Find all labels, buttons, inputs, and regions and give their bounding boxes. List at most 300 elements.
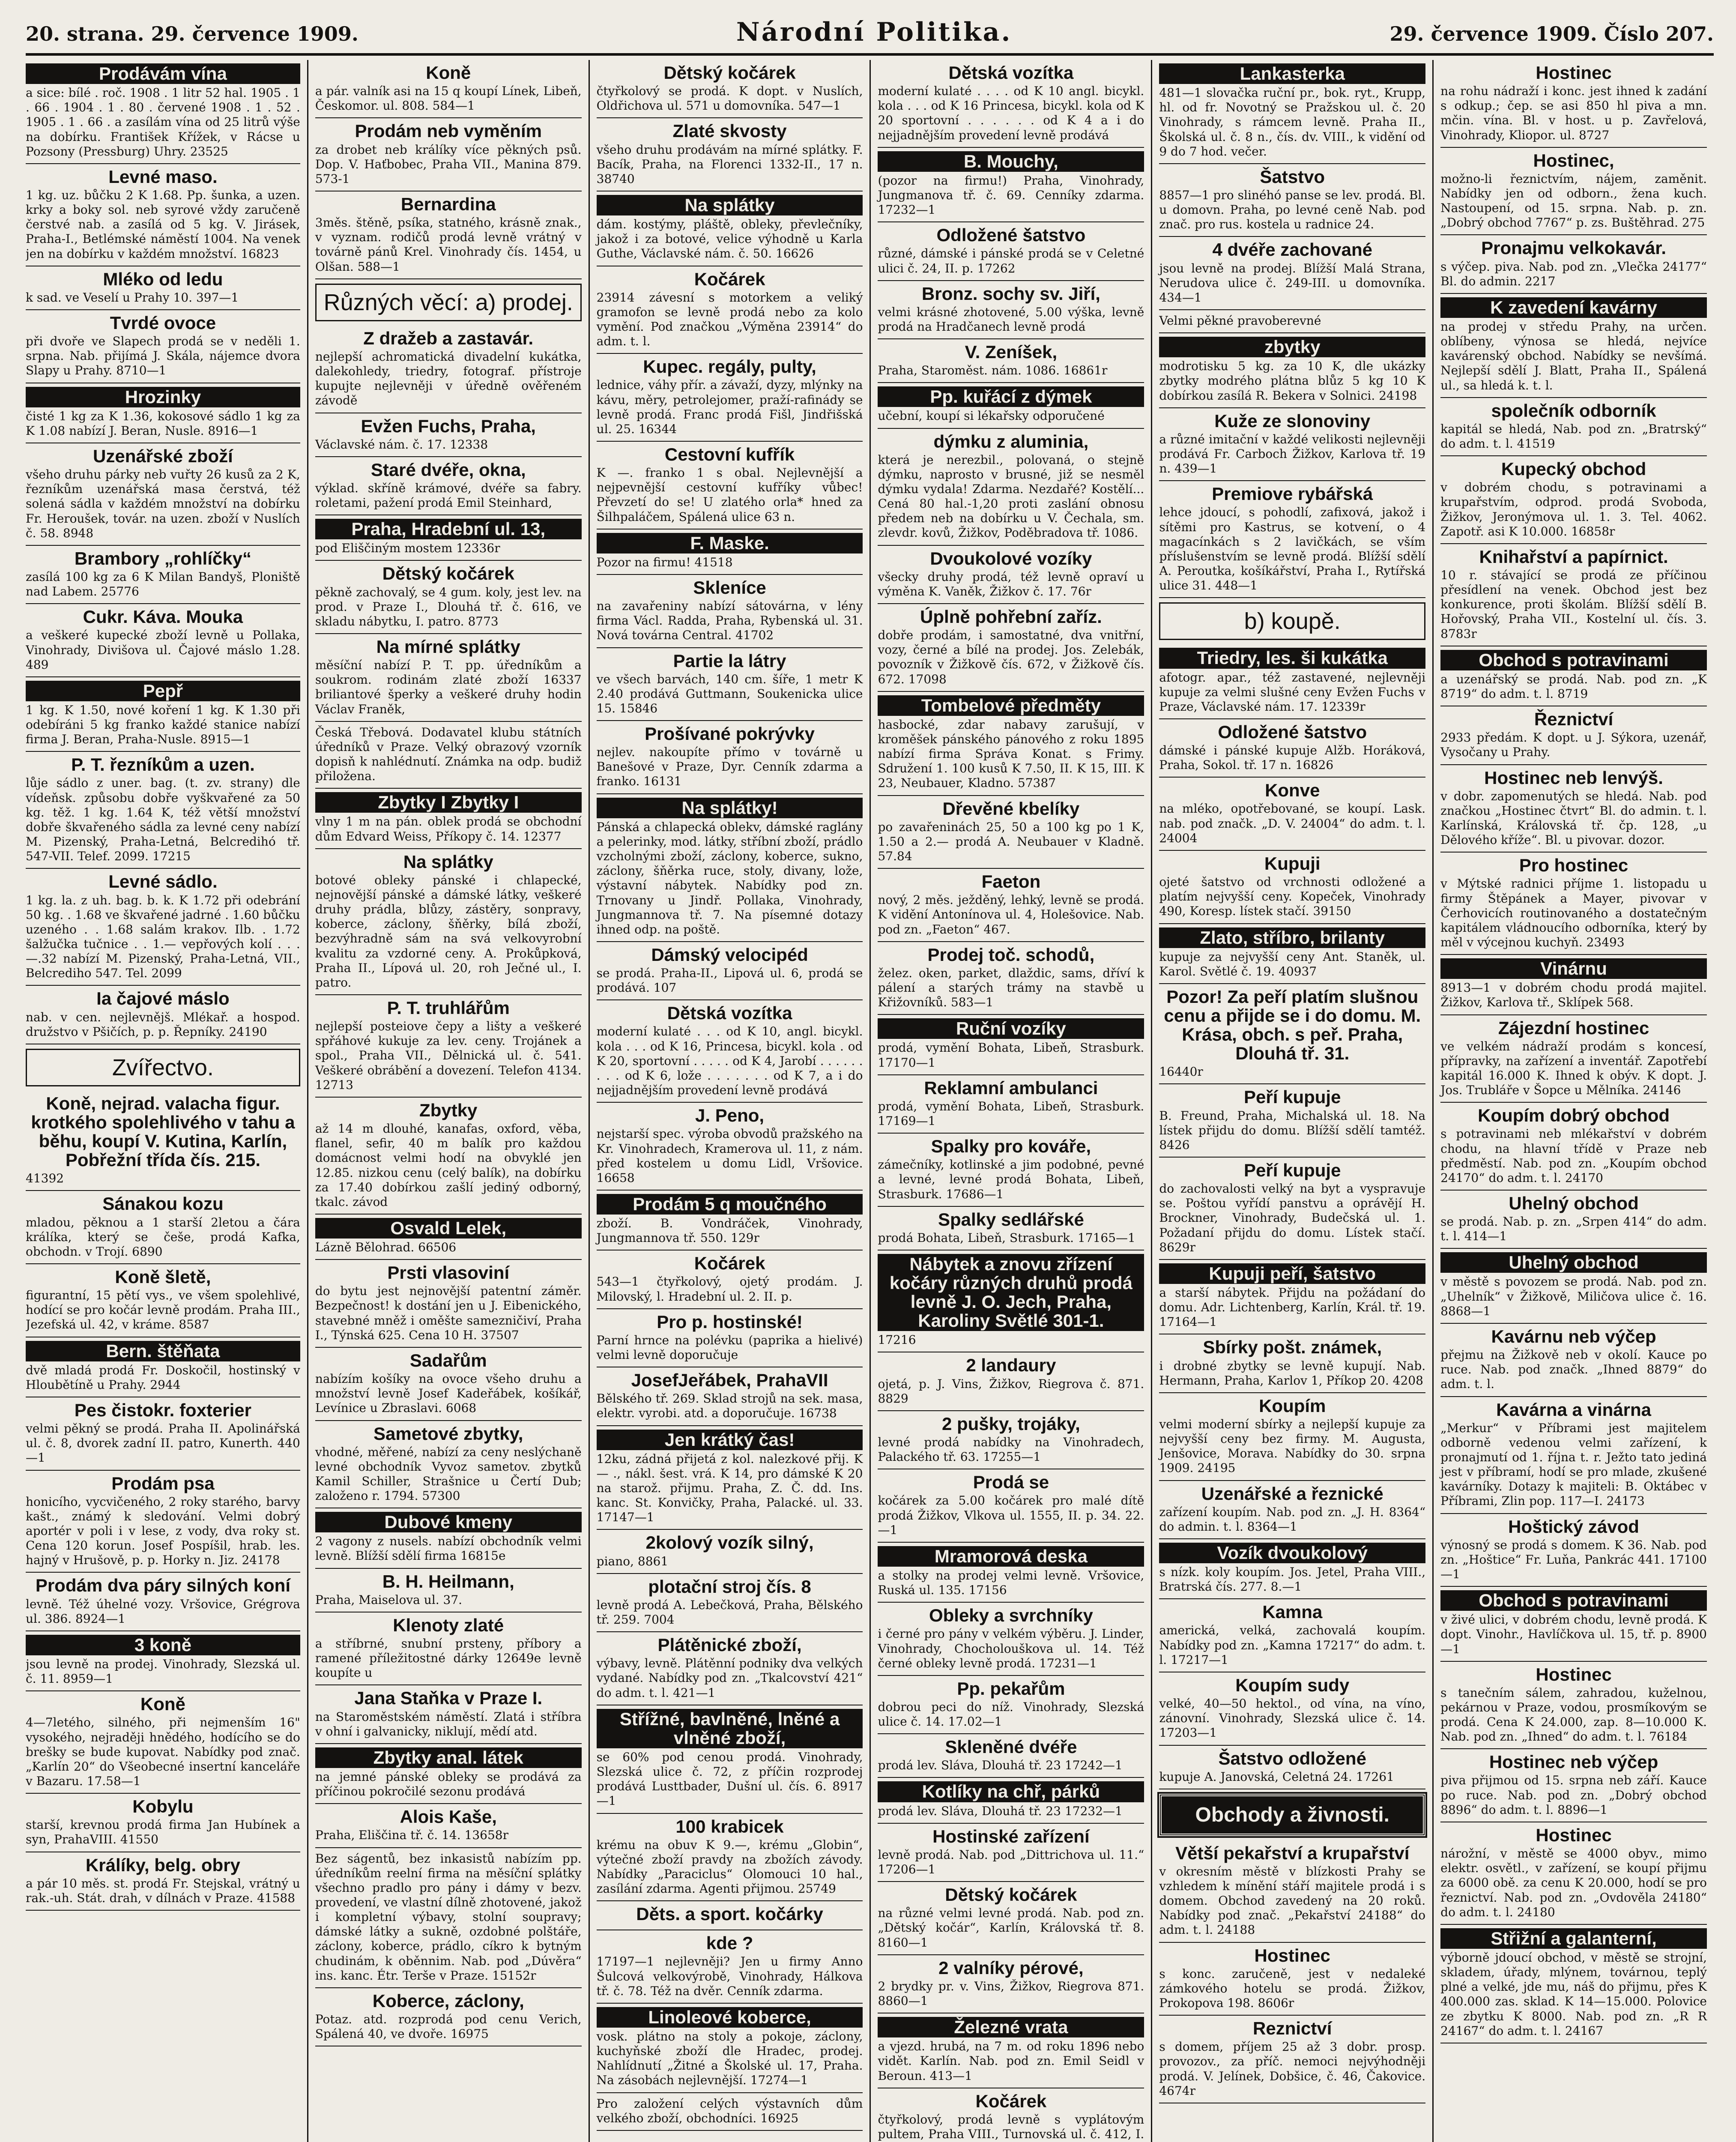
ad-title: Zájezdní hostinec: [1498, 1017, 1649, 1038]
ad-body: zboží. B. Vondráček, Vinohrady, Jungmannova tř. 550. 129r: [596, 1216, 863, 1245]
classified-ad: [1159, 333, 1425, 408]
ad-body: Praha, Maiselova ul. 37.: [315, 1592, 463, 1607]
column-1: [26, 60, 307, 2142]
ad-body: 2 vagony z nusels. nabízí obchodník velmi levně. Blížší sdělí firma 16815e: [315, 1534, 582, 1563]
ad-body: prodá Bohata, Libeň, Strasburk. 17165—1: [878, 1230, 1135, 1245]
ad-body: botové obleky pánské i chlapecké, nejnovější pánské a dámské látky, veškeré druhy prádla, blůzy, zástěry, sonpravy, koberce, záclony, šňěrky, bílá zboží, bezvýhradně sám na svá velkovyrobní kvalitu za vzdorné ceny. A. Prokůpková, Praha II., Lípová ul. 20, roh Ječné ul., I. patro.: [315, 873, 582, 990]
classified-ad: [1159, 1481, 1425, 1539]
ad-body: Václavské nám. č. 17. 12338: [315, 437, 488, 452]
ad-title: Děts. a sport. kočárky: [636, 1904, 823, 1924]
classified-ad: [315, 849, 582, 995]
classified-ad: [26, 1471, 300, 1573]
ad-body: a sice: bílé . roč. 1908 . 1 litr 52 hal. 1905 . 1 . 66 . 1904 . 1 . 80 . červené 1908 . 1 . 52 . 1905 . 1 . 66 . a zasílám vína od 25 litrů výše na dobírku. František Křížek, v Rácse u Pozsony (Pressburg) Uhry. 23525: [26, 86, 300, 159]
ad-title: Pro hostinec: [1519, 855, 1628, 876]
ad-body: se 60% pod cenou prodá. Vinohrady, Slezská ulice č. 72, z příčin rozprodej prodává Lusttbader, Dušní ul. čís. 6. 8917—1: [596, 1750, 863, 1808]
masthead: [26, 17, 1714, 56]
ad-body: Praha, Staroměst. nám. 1086. 16861r: [878, 363, 1108, 378]
classified-ad: [1440, 955, 1707, 1015]
ad-body: dámské i pánské kupuje Alžb. Horáková, Praha, Sokol. tř. 17 n. 16826: [1159, 743, 1426, 772]
ad-body: velmi moderní sbírky a nejlepší kupuje za nejvyšší ceny bez firmy. M. Augusta, Jenšovice, Morava. Nabídky do 30. srpna 1909. 24195: [1159, 1417, 1426, 1475]
ad-body: nejstarší spec. výroba obvodů pražského na Kr. Vinohradech, Kramerova ul. 11, z nám. před kostelem u domu Lidl, Vršovice. 16658: [596, 1127, 863, 1185]
classified-ad: [597, 1309, 863, 1367]
ad-body: v dobrém chodu, s potravinami a krupařstvím, odprod. prodá Svoboda, Žižkov, Jeronýmova ul. 1. 3. Tel. 4062. Zapotř. asi K 10.000. 16858r: [1440, 480, 1707, 538]
ad-title: Koně, nejrad. valacha figur. krotkého spolehlivého v tahu a běhu, koupí V. Kutina, Karlín, Pobřežní třída čís. 215.: [31, 1093, 295, 1170]
ad-title: Sbírky pošt. známek,: [1203, 1337, 1382, 1358]
classified-ad: [878, 1352, 1144, 1411]
classified-ad: [1440, 1822, 1707, 1925]
ad-body: se prodá. Nab. p. zn. „Srpen 414“ do adm. t. l. 414—1: [1440, 1215, 1707, 1244]
classified-ad: [315, 995, 582, 1098]
classified-ad: [1440, 235, 1707, 293]
column-2: [307, 60, 589, 2142]
ad-body: čtyřkolový, prodá levně s vyplátovým pultem, Praha VIII., Turnovská ul. č. 412, I.: [878, 2112, 1144, 2141]
ad-body: na prodej v středu Prahy, na určen. oblíbeny, výnosa se hledá, nejvíce kavárenský obchod. Nabídky se nevšímá. Nejlepší sdělí J. Blatt, Praha II., Spálená ul., sa hledá k. t. l.: [1440, 319, 1707, 392]
ad-body: všecky druhy prodá, též levně opraví u výměna K. Vaněk, Žižkov č. 17. 76r: [878, 569, 1144, 598]
classified-ad: [1440, 853, 1707, 955]
ad-title: Brambory „rohlíčky“: [74, 548, 251, 568]
classified-ad: [878, 1603, 1144, 1676]
classified-ad: [878, 383, 1144, 428]
classified-ad: [1440, 1191, 1707, 1249]
ad-title: 2kolový vozík silný,: [645, 1532, 814, 1553]
classified-ad: [597, 1103, 863, 1191]
ad-body: a různé imitační v každé velikosti nejlevněji prodává Fr. Carboch Žižkov, Karlova tř. 19 n. 439—1: [1159, 432, 1426, 476]
classified-ad: [26, 752, 300, 869]
classified-ad: [315, 515, 582, 561]
classified-ad: [1159, 719, 1425, 778]
ad-body: 2933 předám. K dopt. u J. Sýkora, uzenář, Vysočany u Prahy.: [1440, 730, 1707, 760]
ad-body: 1 kg. K 1.50, nové koření 1 kg. K 1.30 při odebíráni 5 kg franko každé stanice nabízí firma J. Beran, Praha-Nusle. 8915—1: [26, 703, 300, 747]
ad-title: Králíky, belg. obry: [85, 1855, 240, 1875]
ad-body: výklad. skříně krámové, dvéře sa fabry. roletami, pažení prodá Emil Steinhard,: [315, 481, 582, 510]
classified-ad: [1159, 408, 1425, 482]
ad-title: Odložené šatstvo: [936, 225, 1086, 245]
classified-ad: [597, 266, 863, 354]
column-4: [869, 60, 1151, 2142]
classified-ad: [1440, 706, 1707, 765]
classified-ad: [878, 2088, 1144, 2142]
ad-title: Kočárek: [694, 1253, 765, 1274]
ad-body: a pár. valník asi na 15 q koupí Línek, Libeň, Českomor. ul. 808. 584—1: [315, 84, 582, 113]
ad-body: prodá, vymění Bohata, Libeň, Strasburk. 17169—1: [878, 1099, 1144, 1128]
ad-title: Koupím: [1259, 1395, 1326, 1416]
ad-title: Sametové zbytky,: [373, 1423, 523, 1444]
classified-ad: [597, 354, 863, 442]
ad-title: Dětská vozítka: [667, 1003, 792, 1023]
classified-ad: [1440, 646, 1707, 706]
classified-ad: [597, 442, 863, 530]
classified-ad: [1440, 1249, 1707, 1324]
ad-title: Peří kupuje: [1244, 1160, 1341, 1180]
classified-ad: [26, 383, 300, 443]
classified-ad: [26, 986, 300, 1044]
ad-body: levné prodá nabídky na Vinohradech, Palackého tř. 63. 17255—1: [878, 1435, 1144, 1464]
ad-body: a stolky na prodej velmi levně. Vršovice, Ruská ul. 135. 17156: [878, 1568, 1144, 1598]
ad-body: moderní kulaté . . . . od K 10 angl. bicykl. kola . . . od K 16 Princesa, bicykl. kola od K 20 sportovní . . . . . . od K 4 a i do nejjadnějším provedení levně prodává: [878, 84, 1144, 142]
ad-title: Na splátky: [403, 851, 493, 872]
ad-body: s domem, příjem 25 až 3 dobr. prosp. provozov., za příč. nemoci nejvýhodněji prodá. V. Jelínek, Dobšice, č. 46, Čakovice. 4674r: [1159, 2040, 1426, 2098]
ad-title: Obchod s potravinami: [1440, 1590, 1707, 1611]
ad-title: Koně: [426, 63, 471, 83]
ad-body: Česká Třebová. Dodavatel klubu státních úředníků v Praze. Velký obrazový vzorník dopisň k nahlédnutí. Známka na odp. budiž přiložena.: [315, 725, 582, 784]
classified-ad: [315, 1098, 582, 1215]
classified-ad: [1159, 644, 1425, 719]
classified-ad: [315, 60, 582, 118]
ad-body: a uzenářský se prodá. Nab. pod zn. „K 8719“ do adm. t. l. 8719: [1440, 672, 1707, 701]
classified-ad: [1159, 1746, 1425, 1789]
ad-body: výborně jdoucí obchod, v městě se strojní, skladem, úřady, mlýnem, továrnou, teplý plné a velké, jde mu, náš do přijmu, přes K 400.000 zas. sklad. K 14—15.000. Polovice ze zbytku K 8000. Nab. pod zn. „R R 24167“ do adm. t. l. 24167: [1440, 1950, 1707, 2038]
classified-ad: [878, 429, 1144, 546]
classified-ad: [26, 310, 300, 383]
classified-ad: [878, 222, 1144, 281]
ad-title: Praha, Hradební ul. 13,: [315, 519, 582, 539]
ad-body: do bytu jest nejnovější patentní záměr. Bezpečnost! k dostání jen u J. Eibenického, stavebné mněž i oměšte samezničiví, Praha I., Týnská 625. Cena 10 H. 37507: [315, 1284, 582, 1342]
ad-body: zámečníky, kotlinské a jim podobné, pevné a levné, levné prodá Bohata, Libeň, Strasburk. 17686—1: [878, 1158, 1144, 1201]
ad-title: Střižní a galanterní,: [1440, 1928, 1707, 1949]
ad-title: Plátěnické zboží,: [657, 1635, 802, 1655]
ad-body: Pánská a chlapecká oblekv, dámské raglány a pelerinky, mod. látky, stříbní zboží, prádlo vzcholnými zboží, záclony, koberce, sukno, záclony, šňěrka ruce, stoly, divany, lože, výstavní nábytek. Nabídky pod zn. Trnovany u Jindř. Pollaka, Vinohrady, Jungmannova tř. 7. Na písemné dotazy ihned odp. na poště.: [596, 820, 863, 936]
ad-title: Kobylu: [132, 1796, 194, 1817]
classified-ad: [1159, 851, 1425, 924]
ad-title: Sánakou kozu: [102, 1194, 224, 1214]
classified-ad: [26, 677, 300, 752]
ad-body: v Mýtské radnici příjme 1. listopadu u firmy Štěpánek a Mayer, pivovar v Čerhovicích routinovaného a dostatečným kapitálem vládnoucího odborníka, který by měl v výcejnou kuchyň. 23493: [1440, 877, 1707, 949]
ad-body: jsou levně na prodej. Blížší Malá Strana, Nerudova ulice č. 249-III. u domovníka. 434—1: [1159, 261, 1426, 305]
classified-ad: [1159, 1334, 1425, 1393]
ad-body: moderní kulaté . . . od K 10, angl. bicykl. kola . . . od K 16, Princesa, bicykl. kola . od K 20, sportovní . . . . . od K 4, Jarobí . . . . . . . . . od K 6, lože . . . . . . . od K 7, a i do nejjadnějším provedení levně prodává: [596, 1024, 863, 1098]
ad-title: Obleky a svrchníky: [929, 1605, 1093, 1626]
ad-body: 481—1 slovačka ruční pr., bok. ryt., Krupp, hl. od fr. Novotný se Pražskou ul. č. 20 Vinohrady, s rámcem levně. Praha II., Školská ul. č. 8 n., čís. dv. VIII., k vidění od 9 do 7 hod. večer.: [1159, 86, 1426, 159]
ad-body: mladou, pěknou a 1 starší 2letou a čára králíka, který se češe, prodá Kafka, obchodn. v Trojí. 6890: [26, 1215, 300, 1259]
ad-body: levně prodá. Nab. pod „Dittrichova ul. 11.“ 17206—1: [878, 1847, 1144, 1876]
ad-title: Hostinec,: [1533, 150, 1614, 171]
classified-ad: [1159, 1672, 1425, 1746]
page-info-right: 29. července 1909. Číslo 207.: [1389, 22, 1714, 45]
ad-columns: [26, 60, 1714, 2142]
classified-ad: [597, 191, 863, 266]
ad-body: pod Eliščiným mostem 12336r: [315, 541, 500, 556]
classified-ad: [597, 1574, 863, 1632]
classified-ad: [597, 721, 863, 794]
ad-title: JosefJeřábek, PrahaVII: [631, 1370, 828, 1391]
ad-body: Parní hrnce na polévku (paprika a hielivé) velmi levně doporučuje: [596, 1333, 863, 1362]
ad-body: všeho druhu párky neb vuřty 26 kusů za 2 K, řezníkům uzenářská masa čerstvá, též solená sádla v každém množství na dobírku Fr. Heroušek, továr. na uzen. zboží v Nuslích č. 58. 8948: [26, 467, 300, 540]
ad-body: piva přijmou od 15. srpna neb září. Kauce po ruce. Nab. pod zn. „Dobrý obchod 8896“ do adm. t. l. 8896—1: [1440, 1773, 1707, 1817]
ad-body: po zavařeninách 25, 50 a 100 kg po 1 K, 1.50 a 2.— prodá A. Neubauer v Kladně. 57.84: [878, 820, 1144, 864]
ad-title: Kočárek: [975, 2091, 1047, 2111]
ad-body: prodá lev. Sláva, Dlouhá tř. 23 17232—1: [878, 1804, 1123, 1818]
ad-title: Sadařům: [409, 1350, 487, 1370]
classified-ad: [597, 60, 863, 118]
ad-title: Hostinec neb lenvýš.: [1484, 767, 1663, 788]
ad-body: 4—7letého, silného, při nejmenším 16" vysokého, nejraději hnědého, hodícího se do brešky se bude kupovat. Nabídky pod znač. „Karlín 20“ do Všeobecné insertní kanceláře v Bazaru. 17.58—1: [26, 1715, 300, 1788]
ad-body: všeho druhu prodávám na mírné splátky. F. Bacík, Praha, na Florenci 1332-II., 17 n. 38740: [596, 142, 863, 186]
classified-ad: [878, 1543, 1144, 1603]
classified-ad: [1440, 1015, 1707, 1103]
ad-body: učební, koupí si lékařsky odporučené: [878, 409, 1105, 423]
classified-ad: [878, 1955, 1144, 2013]
classified-ad: [878, 796, 1144, 869]
ad-body: s výčep. piva. Nab. pod zn. „Vlečka 24177“ Bl. do admin. 2217: [1440, 259, 1707, 288]
classified-ad: [597, 1426, 863, 1530]
ad-title: Prodávám vína: [26, 63, 300, 84]
classified-ad: [1159, 778, 1425, 851]
classified-ad: [878, 1250, 1144, 1353]
ad-title: Dvoukolové vozíky: [930, 548, 1092, 568]
classified-ad: [597, 1367, 863, 1426]
classified-ad: [878, 692, 1144, 796]
classified-ad: [1159, 1840, 1425, 1943]
ad-body: s nízk. koly koupím. Jos. Jetel, Praha VIII., Bratrská čís. 277. 8.—1: [1159, 1565, 1426, 1594]
ad-title: B. H. Heilmann,: [382, 1571, 514, 1592]
classified-ad: [1159, 1393, 1425, 1481]
classified-ad: [26, 1852, 300, 1911]
ad-title: Ia čajové máslo: [96, 988, 230, 1009]
classified-ad: [315, 1260, 582, 1348]
ad-title: Šatstvo odložené: [1218, 1748, 1366, 1768]
ad-title: Uhelný obchod: [1440, 1252, 1707, 1273]
classified-ad: [878, 1676, 1144, 1734]
ad-body: Potaz. atd. rozprodá pod cenu Verich, Spálená 40, ve dvoře. 16975: [315, 2012, 582, 2041]
ad-title: Kavárna a vinárna: [1496, 1399, 1651, 1420]
ad-title: Prodám dva páry silných koní: [35, 1575, 291, 1596]
ad-body: zasílá 100 kg za 6 K Milan Bandyš, Ploniště nad Labem. 25776: [26, 569, 300, 599]
ad-title: Kamna: [1262, 1602, 1323, 1622]
ad-title: Hrozinky: [26, 387, 300, 407]
classified-ad: [1159, 924, 1425, 984]
ad-body: honicího, vycvičeného, 2 roky starého, barvy kašt., známý k sledování. Velmi dobrý aportér v poli i v lese, z vody, dva roky st. Cena 120 korun. Josef Pospíšil, hrab. les. hajný v Hrušově, p. p. Horky n. Jiz. 24178: [26, 1494, 300, 1568]
ad-title: Premiove rybářská: [1212, 484, 1373, 504]
ad-title: Uzenářské zboží: [93, 446, 233, 466]
classified-ad: [878, 1207, 1144, 1250]
classified-ad: [26, 60, 300, 164]
ad-title: 2 pušky, trojáky,: [941, 1413, 1080, 1434]
ad-title: Faeton: [981, 871, 1041, 892]
ad-title: Vozík dvoukolový: [1159, 1543, 1425, 1563]
ad-title: Bronz. sochy sv. Jiří,: [921, 283, 1100, 304]
ad-title: Uhelný obchod: [1509, 1193, 1639, 1213]
ad-title: Kuže ze slonoviny: [1214, 410, 1371, 431]
ad-body: vosk. plátno na stoly a pokoje, záclony, kuchyňské zboží dle Hradec, prodej. Nahlídnutí „Žitné a Školské ul. 17, Praha. Na zásobách nejlevnější. 17274—1: [596, 2029, 863, 2088]
ad-body: prodá lev. Sláva, Dlouhá tř. 23 17242—1: [878, 1758, 1123, 1773]
ad-title: Dětský kočárek: [382, 563, 514, 584]
classified-ad: [315, 191, 582, 279]
ad-body: dvě mladá prodá Fr. Doskočil, hostinský v Hloubětíně u Prahy. 2944: [26, 1363, 300, 1392]
ad-title: Pp. pekařům: [957, 1678, 1065, 1699]
ad-title: Cukr. Káva. Mouka: [83, 607, 243, 627]
classified-ad: [1159, 984, 1425, 1085]
classified-ad: [315, 1988, 582, 2046]
ad-body: ve velkém nádraží prodám s koncesí, přípravky, na zařízení a inventář. Zapotřebí kapitál 16.000 K. Ihned k obýv. K dopt. J. Jos. Trubláře v Šopce u Mělníka. 24146: [1440, 1039, 1707, 1098]
ad-body: 2 brydky pr. v. Vins, Žižkov, Riegrova 871. 8860—1: [878, 1979, 1144, 2008]
ad-title: Mléko od ledu: [103, 269, 223, 289]
ad-title: Dubové kmeny: [315, 1512, 582, 1532]
classified-ad: [1440, 544, 1707, 646]
classified-ad: [1159, 164, 1425, 237]
ad-body: levně. Též úhelné vozy. Vršovice, Grégrova ul. 386. 8924—1: [26, 1597, 300, 1626]
classified-ad: [315, 1569, 582, 1612]
classified-ad: [26, 1091, 300, 1191]
ad-body: lehce jdoucí, s pohodlí, zafixová, jakož i sítěmi pro Kastrus, se kotvení, o 4 magacínkách s 2 lavičkách, se vším příslušenstvím se levně prodá. Blížší sdělí A. Peroutka, košíkářství, Praha I., Rytířská ulice 31. 448—1: [1159, 505, 1426, 593]
ad-body: a starší nábytek. Přijdu na požádaní do domu. Adr. Lichtenberg, Karlín, Král. tř. 19. 17164—1: [1159, 1285, 1426, 1329]
classified-ad: [597, 530, 863, 575]
ad-title: K zavedení kavárny: [1440, 297, 1707, 318]
ad-title: Zbytky anal. látek: [315, 1747, 582, 1768]
ad-title: Koně šletě,: [115, 1267, 211, 1287]
classified-ad: [1159, 1260, 1425, 1335]
ad-body: a veškeré kupecké zboží levně u Pollaka, Vinohrady, Divišova ul. Čajové máslo 1.28. 489: [26, 628, 300, 672]
ad-body: velmi pěkný se prodá. Praha II. Apolinářská ul. č. 8, dvorek zadní II. patro, Kunerth. 440—1: [26, 1421, 300, 1465]
ad-body: s tanečním sálem, zahradou, kuželnou, pekárnou v Praze, vodou, prosmíkovým se prodá. Cena K 24.000, zap. 8—10.000 K. Nab. pod zn. „Ihned“ do adm. t. l. 76184: [1440, 1685, 1707, 1744]
ad-body: Praha, Eliščina tř. č. 14. 13658r: [315, 1828, 508, 1843]
ad-title: Triedry, les. ši kukátka: [1159, 648, 1425, 668]
ad-title: Z dražeb a zastavár.: [363, 328, 534, 348]
classified-ad: [1440, 1514, 1707, 1587]
ad-body: s konc. zaručeně, jest v nedaleké zámkového hotelu se prodá. Žižkov, Prokopova 198. 8606r: [1159, 1966, 1426, 2010]
ad-title: Kupuji: [1264, 853, 1321, 874]
ad-body: která je nerezbil., polovaná, o stejně dýmku, naprosto v brusné, již se nesměl dýmku vydala! Zdarma. Nezdařé? Kostělí... Cená 80 hal.-1,20 proti zaslání obnosu předem neb na dobírku u V. Čechala, sm. zlevdr. kovů, Žižkov, Poděbradova tř. 1086.: [878, 452, 1144, 540]
ad-title: B. Mouchy,: [878, 151, 1144, 172]
classified-ad: [1440, 1587, 1707, 1662]
ad-title: Na mírné splátky: [376, 636, 520, 657]
classified-ad: [1440, 1103, 1707, 1191]
ad-body: za drobet neb králíky více pěkných psů. Dop. V. Haťbobec, Praha VII., Manina 879. 573-1: [315, 142, 582, 186]
ad-title: V. Zeníšek,: [965, 342, 1058, 362]
ad-body: „Merkur“ v Příbrami jest majitelem odborně vedenou velmi zařízení, k pronajmutí od 1. října t. r. Ježto tato jediná jest v příbramí, hodí se pro mlade, zkušené kavárníky. Dotazy k majiteli: B. Oktábec v Příbrami, Zlin pop. 117—I. 24173: [1440, 1421, 1707, 1508]
ad-title: Cestovní kufřík: [664, 444, 795, 464]
ad-title: Dětský kočárek: [663, 63, 796, 83]
ad-body: čtyřkolový se prodá. K dopt. v Nuslích, Oldřichova ul. 571 u domovníka. 547—1: [596, 84, 863, 113]
ad-title: Uzenářské a řeznické: [1201, 1483, 1383, 1504]
ad-body: kupuje A. Janovská, Celetná 24. 17261: [1159, 1769, 1394, 1784]
ad-title: Pro p. hostinské!: [657, 1311, 803, 1332]
classified-ad: [1159, 60, 1425, 164]
classified-ad: [1440, 1925, 1707, 2043]
ad-body: na mléko, opotřebované, se koupí. Lask. nab. pod značk. „D. V. 24004“ do adm. t. l. 24004: [1159, 802, 1426, 845]
classified-ad: [878, 869, 1144, 942]
classified-ad: [26, 443, 300, 546]
newspaper-title: Národní Politika.: [736, 17, 1012, 47]
ad-title: Kupec. regály, pulty,: [643, 356, 816, 377]
ad-title: Odložené šatstvo: [1218, 721, 1367, 742]
ad-body: 23914 závesní s motorkem a veliký gramofon se levně prodá nebo za kolo vymění. Pod značkou „Výměna 23914“ do adm. t. l.: [596, 290, 863, 349]
ad-title: Šatstvo: [1260, 166, 1325, 187]
classified-ad: [26, 1337, 300, 1397]
classified-ad: [597, 1930, 863, 2004]
ad-body: dám. kostýmy, pláště, obleky, převlečníky, jakož i za botové, velice výhodně u Karla Guthe, Václavské nám. č. 50. 16626: [596, 217, 863, 261]
ad-title: plotační stroj čís. 8: [648, 1576, 811, 1597]
ad-title: Knihařství a papírnict.: [1479, 546, 1668, 567]
classified-ad: [1159, 1599, 1425, 1672]
classified-ad: [315, 1348, 582, 1421]
classified-ad: [597, 1530, 863, 1574]
classified-ad: [315, 634, 582, 722]
classified-ad: [315, 118, 582, 191]
classified-ad: [597, 1191, 863, 1250]
ad-body: afotogr. apar., též zastavené, nejlevněji kupuje za velmi slušné ceny Evžen Fuchs v Praze, Václavské nám. 17. 12339r: [1159, 670, 1426, 714]
ad-title: Větší pekařství a krupařství: [1175, 1843, 1410, 1863]
classified-ad: [315, 1215, 582, 1260]
ad-body: 10 r. stávající se prodá ze příčinou přesídlení na venek. Obchod jest bez konkurence, proti školám. Blížší sdělí B. Hořovský, Praha VII., Kostelní ul. čís. 3. 8783r: [1440, 568, 1707, 641]
ad-title: F. Maske.: [597, 533, 863, 553]
ad-title: Střížné, bavlněné, lněné a vlněné zboží,: [597, 1709, 863, 1748]
ad-body: se prodá. Praha-II., Lipová ul. 6, prodá se prodává. 107: [596, 966, 863, 995]
ad-body: vlny 1 m na pán. oblek prodá se obchodní dům Edvard Weiss, Příkopy č. 14. 12377: [315, 814, 582, 844]
ad-body: hasbocké, zdar nabavy zarušují, v kroměšek pánského pánového z roku 1895 nabízí firma Správa Konat. s Frimy. Sdružení 1. 100 kusů K 7.50, II. K 15, III. K 23, Neubauer, Kladno. 57387: [878, 717, 1144, 790]
classified-ad: [1440, 456, 1707, 544]
ad-title: Bernardina: [400, 194, 496, 214]
ad-body: dobře prodám, i samostatné, dva vnitřní, vozy, černé a bílé na prodej. Jos. Zelebák, povozník v Žižkově čís. 672, v Žižkově čís. 672. 17098: [878, 628, 1144, 686]
ad-body: s potravinami neb mlékařství v dobrém chodu, na hlavní třídě v Praze neb předměstí. Nab. pod zn. „Koupím obchod 24170“ do adm. t. l. 24170: [1440, 1127, 1707, 1185]
classified-ad: [878, 546, 1144, 604]
ad-title: Levné maso.: [108, 166, 218, 187]
ad-body: Pozor na firmu! 41518: [596, 555, 733, 569]
ad-body: 12ku, zádná přijetá z kol. nalezkové přij. K — ., nákl. šest. vrá. K 14, pro dámské K 20 na starož. přijmu. Praha, Z. Č. dd. Ins. kanc. St. Konvičky, Praha, Palacké. ul. 33. 17147—1: [596, 1451, 863, 1525]
classified-ad: [26, 546, 300, 604]
ad-title: Tvrdé ovoce: [110, 313, 216, 333]
classified-ad: [878, 1134, 1144, 1207]
section-heading-koupe: b) koupě.: [1159, 602, 1425, 640]
ad-title: Konve: [1265, 780, 1320, 801]
ad-body: výnosný se prodá s domem. K 36. Nab. pod zn. „Hoštice“ Fr. Luňa, Pankrác 441. 17100—1: [1440, 1538, 1707, 1581]
ad-title: Koupím sudy: [1235, 1675, 1350, 1695]
ad-title: Jen krátký čas!: [597, 1430, 863, 1450]
classified-ad: [1159, 237, 1425, 310]
classified-ad: [597, 794, 863, 942]
ad-title: Zbytky I Zbytky I: [315, 792, 582, 813]
ad-body: k sad. ve Veselí u Prahy 10. 397—1: [26, 290, 239, 305]
ad-title: Pozor! Za peří platím slušnou cenu a přijde se i do domu. M. Krása, obch. s peř. Praha, Dlouhá tř. 31.: [1164, 986, 1421, 1064]
ad-title: Hostinské zařízení: [932, 1826, 1090, 1846]
ad-title: Hostinec: [1536, 63, 1612, 83]
ad-title: Peří kupuje: [1244, 1087, 1341, 1107]
ad-title: dýmku z aluminia,: [933, 431, 1089, 452]
ad-title: Prodám 5 q moučného: [597, 1194, 863, 1215]
ad-title: Prošívané pokrývky: [645, 724, 815, 744]
ad-title: Pepř: [26, 681, 300, 701]
ad-body: v živé ulici, v dobrém chodu, levně prodá. K dopt. Vinohr., Havlíčkova ul. 15, tř. p. 8900—1: [1440, 1612, 1707, 1656]
ad-body: lednice, váhy přír. a závaží, dyzy, mlýnky na kávu, měry, petrolejomer, praží-rafinády se levně prodá. Franc prodá Fišl, Jindřišská ul. 25. 16344: [596, 378, 863, 436]
ad-body: zařízení koupím. Nab. pod zn. „J. H. 8364“ do admin. t. l. 8364—1: [1159, 1505, 1426, 1534]
classified-ad: [597, 648, 863, 721]
ad-title: Jana Staňka v Praze I.: [354, 1688, 543, 1708]
ad-body: 1 kg. la. z uh. bag. b. k. K 1.72 při odebrání 50 kg. . 1.68 ve škvařené jadrné . 1.60 bůčku uzeného . . 1.68 salám krakov. Ilb. . 1.72 šalžučka tučnice . . 1.— vepřových kolí . . . —.32 nabízí M. Pizenský, Praha-Letná, VII., Belcrediho 547. Tel. 2099: [26, 893, 300, 981]
ad-title: Klenoty zlaté: [393, 1615, 504, 1635]
ad-body: a vjezd. hrubá, na 7 m. od roku 1896 nebo vidět. Karlín. Nab. pod zn. Emil Seidl v Beroun. 413—1: [878, 2039, 1144, 2083]
ad-title: Na splátky: [597, 195, 863, 215]
ad-title: Na splátky!: [597, 798, 863, 818]
ad-title: Hostinec: [1254, 1945, 1330, 1965]
ad-body: prodá, vymění Bohata, Libeň, Strasburk. 17170—1: [878, 1041, 1144, 1070]
classified-ad: [878, 1411, 1144, 1469]
ad-body: modrotisku 5 kg. za 10 K, dle ukázky zbytky modrého plátna blůz 5 kg 10 K dobírkou zasílá R. Bekera v Solnici. 24198: [1159, 359, 1426, 403]
classified-ad: [878, 1734, 1144, 1778]
classified-ad: [1440, 1749, 1707, 1822]
ad-title: Tombelové předměty: [878, 695, 1144, 716]
ad-title: Kupuji peří, šatstvo: [1159, 1263, 1425, 1284]
ad-title: Partie la látry: [673, 650, 786, 671]
ad-title: společník odborník: [1491, 400, 1656, 421]
ad-body: figurantní, 15 pětí vys., ve všem spolehlivé, hodící se pro kočár levně prodám. Praha III., Jezefská ul. 42, v kráme. 8587: [26, 1288, 300, 1332]
ad-title: Skleníce: [693, 577, 766, 598]
ad-body: Pro založení celých výstavních dům velkého zboží, obchodníci. 16925: [596, 2096, 863, 2125]
ad-body: do zachovalosti velký na byt a vyspravuje se. Poštou vyřídí panstvu a oprávějí H. Brockner, Vinohrady, Budečská ul. 1. Požadaní přijdu do domu. Lístek stačí. 8629r: [1159, 1182, 1426, 1254]
classified-ad: [1159, 1539, 1425, 1599]
classified-ad: [1440, 1662, 1707, 1750]
classified-ad: [26, 1397, 300, 1471]
classified-ad: [26, 604, 300, 677]
ad-title: Lankasterka: [1159, 63, 1425, 84]
